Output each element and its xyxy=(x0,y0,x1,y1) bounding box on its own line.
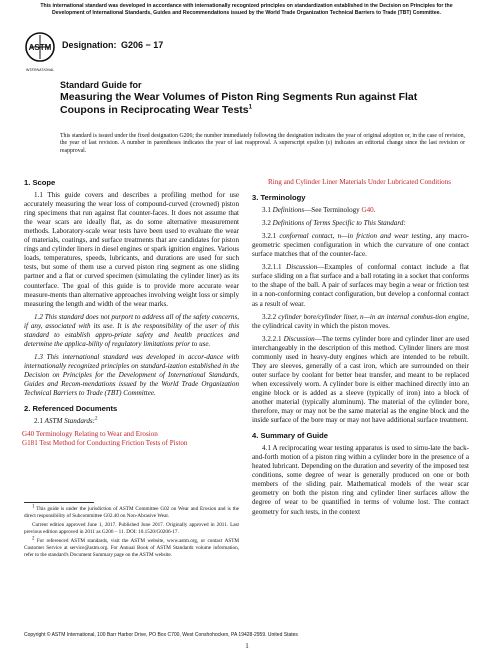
para-3-2-2-text: the cylindrical cavity in which the piston moves. xyxy=(252,321,390,330)
page-number: 1 xyxy=(245,642,249,650)
section-2-heading: 2. Referenced Documents xyxy=(24,404,118,414)
reference-g181-cont xyxy=(252,178,469,187)
para-3-2-2-1-term: Discussion xyxy=(283,334,315,343)
para-3-2-1 xyxy=(252,232,469,259)
footnote-1-text: This guide is under the jurisdiction of ASTM Committee G02 on Wear and Erosion and is the direct responsibility of Subcommittee G02.40 on Non-Abrasive Wear. xyxy=(24,506,239,519)
ref-g40-link[interactable]: G40 xyxy=(22,430,35,439)
copyright-footer: Copyright © ASTM International, 100 Barr Harbor Drive, PO Box C700, West Conshohocken, PA 19428-2959. United States xyxy=(24,632,298,638)
title-text: Measuring the Wear Volumes of Piston Ring Segments Run against Flat Coupons in Reciprocating Wear Tests xyxy=(60,91,418,116)
para-3-2-2-term: cylinder bore/cylinder liner, n—in an internal combus-tion engine, xyxy=(278,312,469,321)
para-3-2-1-1-text: —Examples of conformal contact include a flat surface sliding on a flat surface and a ball rotating in a socket that conforms to the shape of the ball. A pair of surfaces may begin a wear or friction test in a non-conforming contact configuration, but develop a conformal contact as a result of wear. xyxy=(252,263,469,308)
footnote-2-text: For referenced ASTM standards, visit the ASTM website, www.astm.org, or contact ASTM Customer Service at service@astm.org. For Annual Book of ASTM Standards volume information, refer to the standard's Document Summary page on the ASTM website. xyxy=(24,538,239,558)
title-footnote-marker: 1 xyxy=(248,104,252,111)
para-3-2-1-text: any macro-geometric specimen configuration in which the curvature of one contact surface matches that of the counter-face. xyxy=(252,232,470,259)
footnotes xyxy=(24,506,239,561)
para-1-1: 1.1 This guide covers and describes a profiling method for use accurately measuring the wear loss of compound-curved (crowned) piston ring specimens that run against flat counter-faces. It does not assume that the wear scars are ideally flat, as do some alternative measurement methods. Laboratory-scale wear tests have been used to evaluate the wear of materials, coatings, and surface treatments that are candidates for piston rings and cylinder liners in diesel engines or spark ignition engines. Various loads, temperatures, speeds, lubricants, and durations are used for such tests, but some of them use a curved piston ring segment as one sliding partner and a flat or curved specimen (simulating the cylinder liner) as its counterface. The goal of this guide is to provide more accurate wear measure-ments than alternative approaches involving weight loss or simply measuring the length and width of the wear marks. xyxy=(24,191,240,308)
logo-subtext: INTERNATIONAL xyxy=(25,68,55,72)
ref-g181-title[interactable]: Test Method for Conducting Friction Tests of Piston xyxy=(39,439,188,448)
title-block xyxy=(60,80,460,117)
ref-g40-title[interactable]: Terminology Relating to Wear and Erosion xyxy=(35,430,158,439)
designation xyxy=(62,40,163,50)
para-3-2-1-1-num: 3.2.1.1 xyxy=(262,263,282,272)
para-4-1: 4.1 A reciprocating wear testing apparatus is used to simu-late the back-and-forth motion of a piston ring within a cylinder bore in the presence of a heated lubricant. Depending on the duration and severity of the imposed test conditions, some degree of wear is generally produced on one or both members of the sliding pair. Mathematical models of the wear scar geometry on both the piston ring and cylinder liner surfaces allow the degree of wear to be quantified in terms of volume lost. The contact geometry for such tests, in the context xyxy=(252,444,469,516)
para-3-1: 3.1 Definitions—See Terminology G40. xyxy=(262,206,376,215)
designation-label: Designation: xyxy=(62,40,117,50)
title-kind: Standard Guide for xyxy=(60,80,142,90)
para-3-2-2 xyxy=(252,313,469,331)
para-3-2-1-1-term: Discussion xyxy=(286,263,318,272)
astm-logo-icon xyxy=(24,30,56,74)
para-1-3: 1.3 This international standard was developed in accor-dance with internationally recognized principles on standard-ization established in the Decision on Principles for the Development of International Standards, Guides and Recom-mendations issued by the World Trade Organization Technical Barriers to Trade (TBT) Committee. xyxy=(24,352,239,398)
para-3-2-num: 3.2 xyxy=(262,219,271,228)
term-g40-link[interactable]: G40 xyxy=(361,206,374,215)
reference-g181 xyxy=(24,439,239,448)
para-3-1-text: —See Terminology xyxy=(304,206,360,215)
fn2-marker: 2 xyxy=(95,416,98,422)
title-main xyxy=(60,91,460,117)
footnote-rule xyxy=(24,502,94,503)
section-1-heading: 1. Scope xyxy=(24,178,56,187)
designation-number: G206 − 17 xyxy=(121,40,164,50)
para-2-1-title: ASTM Standards: xyxy=(44,417,96,426)
para-3-2-2-1-text: —The terms cylinder bore and cylinder liner are used interchangeably in the description of this method. Cylinder liners are most commonly used in heavy-duty engines which are intended to be rebuilt. They are sleeves, generally of a cast iron, which are surrounded on their outer surface by coolant for better heat transfer, and meant to be replaced when excessively worn. A cylinder bore is either machined directly into an engine block or is added as a sleeve (typically of iron) into a block of another material (typically aluminum). The material of the cylinder bore, therefore, may or may not be the same material as the engine block and the inside surface of the bore may or may not have additional surface treatment. xyxy=(252,334,470,425)
ref-g181-link[interactable]: G181 xyxy=(22,439,38,448)
reference-g40 xyxy=(24,430,239,439)
section-4-heading: 4. Summary of Guide xyxy=(252,431,328,441)
para-3-1-term: Definitions xyxy=(272,206,305,215)
footnote-1b: Current edition approved June 1, 2017. Published June 2017. Originally approved in 2011. Last previous edition approved in 2011 as G206 – 11. DOI: 10.1520/G0206-17. xyxy=(24,522,239,535)
issue-note: This standard is issued under the fixed designation G206; the number immediately following the designation indicates the year of original adoption or, in the case of revision, the year of last revision. A number in parentheses indicates the year of last reapproval. A superscript epsilon (ε) indicates an editorial change since the last revision or reapproval. xyxy=(60,133,465,154)
para-3-2-term: Definitions of Terms Specific to This Standard: xyxy=(272,219,406,228)
para-3-2-1-term: conformal contact, n—in friction and wear testing, xyxy=(279,232,433,241)
section-3-heading: 3. Terminology xyxy=(252,193,306,203)
para-3-2-2-1 xyxy=(252,335,469,425)
para-3-2 xyxy=(252,219,469,228)
ref-g181-title-cont[interactable]: Ring and Cylinder Liner Materials Under Lubricated Conditions xyxy=(268,178,452,186)
footnote-2: $^2$ For referenced ASTM standards, visit the ASTM website, www.astm.org, or contact ASTM Customer Service at service@astm.org. For Annual Book of ASTM Standards volume information, refer to the standard's Document Summary page on the ASTM website. xyxy=(24,536,239,558)
footnote-1: $^1$ This guide is under the jurisdiction of ASTM Committee G02 on Wear and Erosion and is the direct responsibility of Subcommittee G02.40 on Non-Abrasive Wear. xyxy=(24,504,239,519)
para-1-2: 1.2 This standard does not purport to address all of the safety concerns, if any, associated with its use. It is the responsibility of the user of this standard to establish appro-priate safety and health practices and determine the applica-bility of regulatory limitations prior to use. xyxy=(24,312,239,348)
left-column xyxy=(24,178,239,448)
para-2-1-num: 2.1 xyxy=(34,417,43,426)
para-3-1-num: 3.1 xyxy=(262,206,271,215)
wto-notice: This international standard was developed in accordance with internationally recognized principles on standardization established in the Decision on Principles for the Development of International Standards, Guides and Recommendations issued by the World Trade Organization Technical Barriers to Trade (TBT) Committee. xyxy=(40,3,453,16)
right-column xyxy=(252,178,469,521)
para-3-2-2-num: 3.2.2 xyxy=(262,312,277,321)
para-3-2-1-1 xyxy=(252,263,469,308)
logo-text: ASTM xyxy=(28,43,52,52)
para-3-2-1-num: 3.2.1 xyxy=(262,232,277,241)
para-3-2-2-1-num: 3.2.2.1 xyxy=(262,334,282,343)
para-2-1 xyxy=(24,417,239,426)
